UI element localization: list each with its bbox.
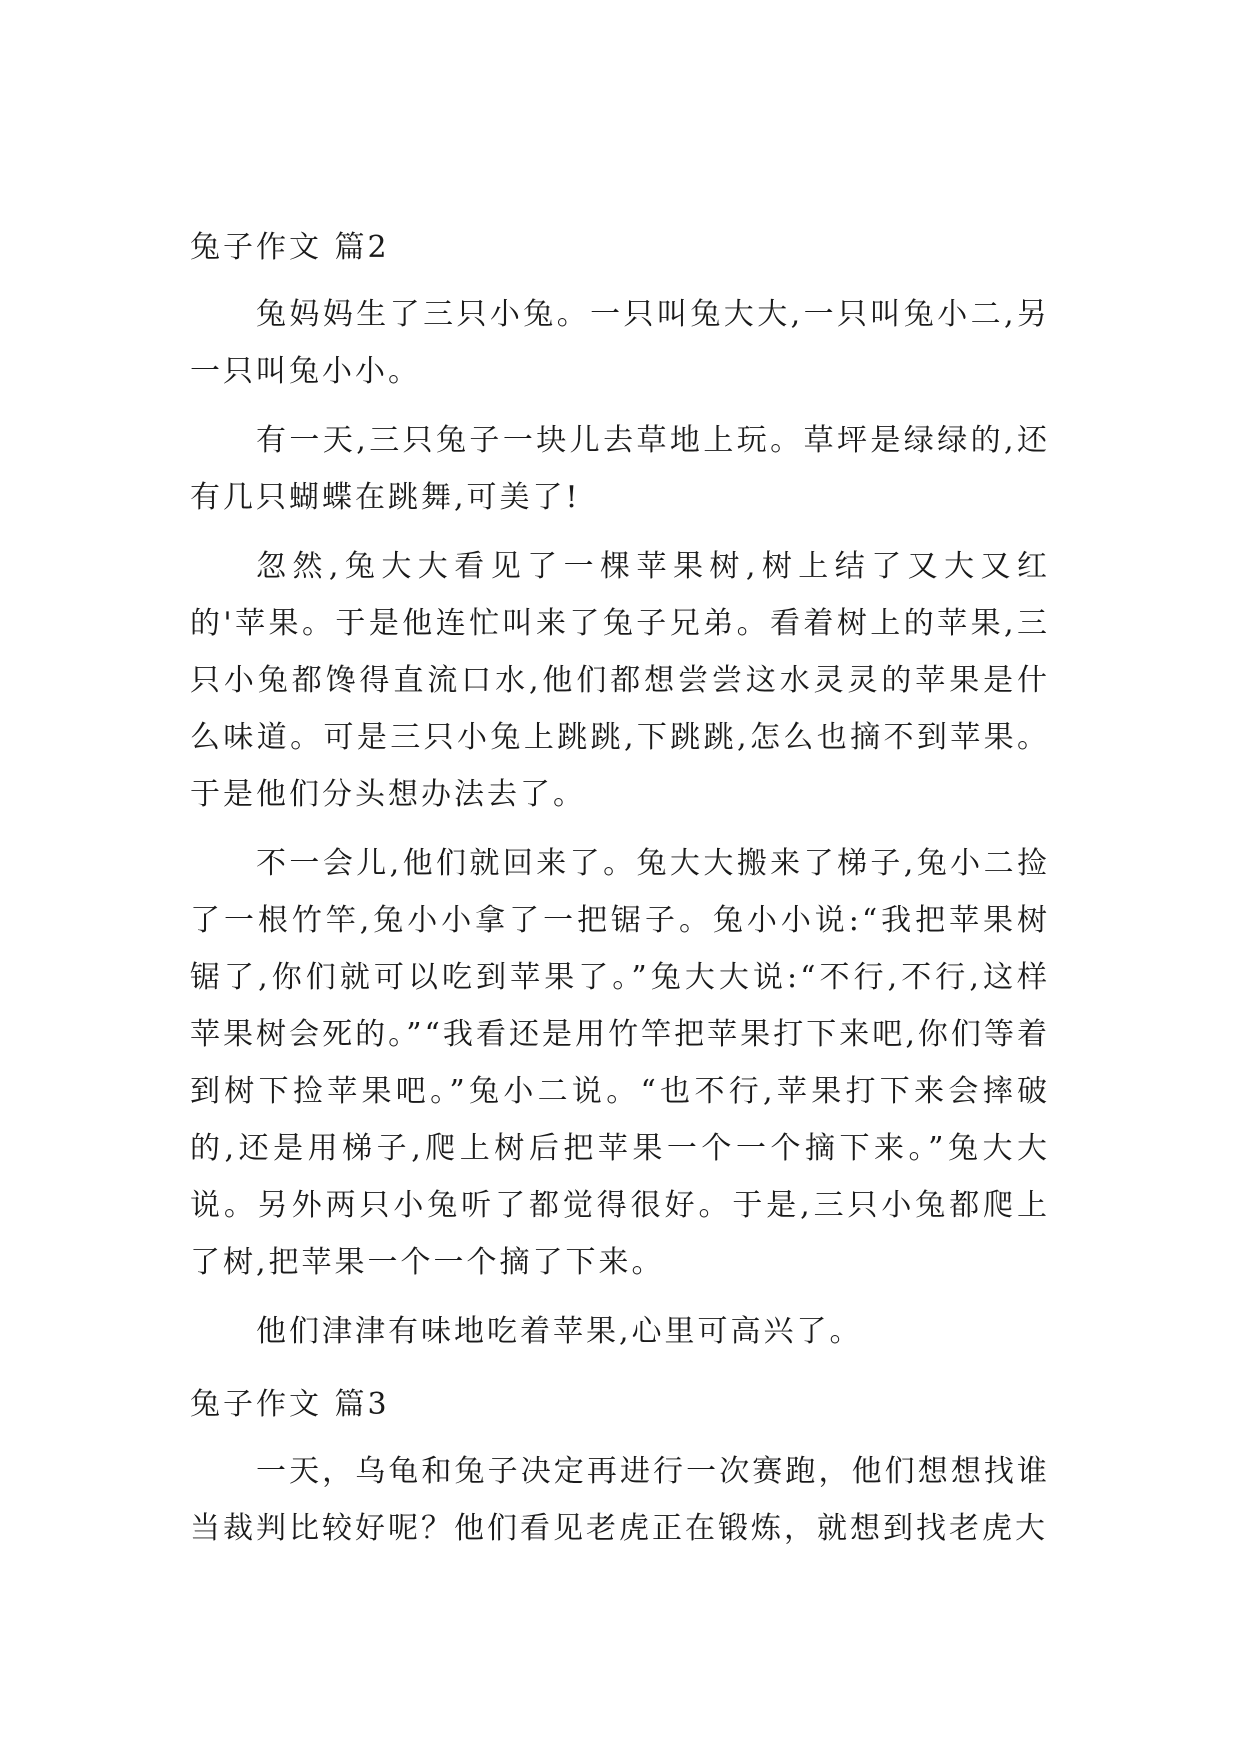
essay-section-3 xyxy=(190,1376,1050,1557)
paragraph: 不一会儿,他们就回来了。兔大大搬来了梯子,兔小二捡了一根竹竿,兔小小拿了一把锯子。兔小小说:“我把苹果树锯了,你们就可以吃到苹果了。”兔大大说:“不行,不行,这样苹果树会死的。”“我看还是用竹竿把苹果打下来吧,你们等着到树下捡苹果吧。”兔小二说。“也不行,苹果打下来会摔破的,还是用梯子,爬上树后把苹果一个一个摘下来。”兔大大说。另外两只小兔听了都觉得很好。于是,三只小兔都爬上了树,把苹果一个一个摘了下来。 xyxy=(190,846,1050,1280)
paragraph: 一天，乌龟和兔子决定再进行一次赛跑，他们想想找谁当裁判比较好呢？他们看见老虎正在锻炼，就想到找老虎大 xyxy=(190,1454,1050,1546)
section-heading: 兔子作文 篇2 xyxy=(190,230,390,265)
paragraph: 兔妈妈生了三只小兔。一只叫兔大大,一只叫兔小二,另一只叫兔小小。 xyxy=(190,297,1050,389)
paragraph: 忽然,兔大大看见了一棵苹果树,树上结了又大又红的'苹果。于是他连忙叫来了兔子兄弟。看着树上的苹果,三只小兔都馋得直流口水,他们都想尝尝这水灵灵的苹果是什么味道。可是三只小兔上跳跳,下跳跳,怎么也摘不到苹果。于是他们分头想办法去了。 xyxy=(190,549,1050,812)
paragraph: 他们津津有味地吃着苹果,心里可高兴了。 xyxy=(256,1314,863,1349)
section-heading: 兔子作文 篇3 xyxy=(190,1387,390,1422)
paragraph: 有一天,三只兔子一块儿去草地上玩。草坪是绿绿的,还有几只蝴蝶在跳舞,可美了! xyxy=(190,423,1050,515)
essay-section-2 xyxy=(190,219,1050,1360)
